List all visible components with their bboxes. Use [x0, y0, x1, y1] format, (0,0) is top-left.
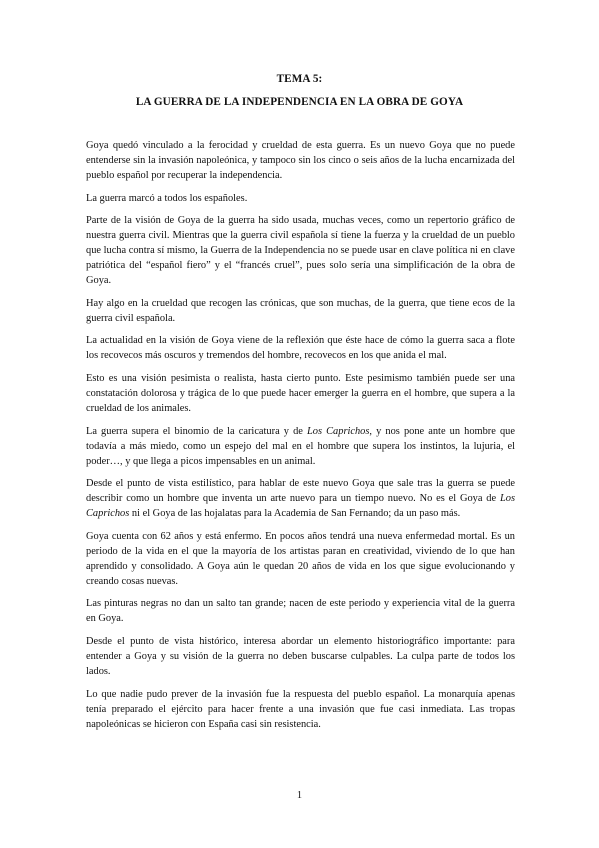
work-title: Los Caprichos — [86, 493, 515, 520]
paragraph — [86, 476, 515, 521]
paragraph-text: ni el Goya de las hojalatas para la Academia de San Fernando; da un paso más. — [129, 508, 461, 520]
paragraph: Lo que nadie pudo prever de la invasión fue la respuesta del pueblo español. La monarquía apenas tenía preparado el ejército para hacer frente a una invasión que fue casi inmediata. Las tropas napoleónicas se hicieron con España casi sin resistencia. — [86, 688, 515, 730]
paragraph: Las pinturas negras no dan un salto tan grande; nacen de este periodo y experiencia vital de la guerra en Goya. — [86, 598, 515, 625]
body-text — [86, 138, 515, 739]
paragraph: Goya cuenta con 62 años y está enfermo. En pocos años tendrá una nueva enfermedad mortal. Es un periodo de la vida en el que la mayoría de los artistas paran en creatividad, viviendo de lo que han aprendido y consolidado. A Goya aún le quedan 20 años de vida en los que sigue evolucionando y creando cosas nuevas. — [86, 530, 515, 587]
paragraph: Goya quedó vinculado a la ferocidad y crueldad de esta guerra. Es un nuevo Goya que no puede entenderse sin la invasión napoleónica, y tampoco sin los cinco o seis años de la lucha encarnizada del pueblo español por recuperar la independencia. — [86, 140, 515, 181]
paragraph-text: Desde el punto de vista estilístico, para hablar de este nuevo Goya que sale tras la guerra se puede describir como un hombre que inventa un arte nuevo para un tiempo nuevo. No es el Goya de — [86, 478, 515, 505]
paragraph-text: La guerra supera el binomio de la caricatura y de — [86, 425, 307, 437]
paragraph-text: , y nos pone ante un hombre que todavía a más miedo, como un espejo del mal en el hombre que supera los instintos, la lujuria, el poder…, y que llega a picos impensables en un animal. — [86, 425, 515, 467]
page-number: 1 — [296, 790, 303, 801]
chapter-number: TEMA 5: — [276, 73, 323, 85]
paragraph: Parte de la visión de Goya de la guerra ha sido usada, muchas veces, como un repertorio gráfico de nuestra guerra civil. Mientras que la guerra civil española sí tiene la fuerza y la crueldad de un pueblo que lucha contra sí mismo, la Guerra de la Independencia no se puede usar en clave política ni en clave patriótica del “español fiero” y el “francés cruel”, pues solo sería una simplificación de la obra de Goya. — [86, 215, 515, 287]
paragraph: La guerra marcó a todos los españoles. — [86, 192, 248, 204]
paragraph: Hay algo en la crueldad que recogen las crónicas, que son muchas, de la guerra, que tiene ecos de la guerra civil española. — [86, 297, 515, 324]
chapter-title: LA GUERRA DE LA INDEPENDENCIA EN LA OBRA DE GOYA — [135, 96, 464, 108]
paragraph: La actualidad en la visión de Goya viene de la reflexión que éste hace de cómo la guerra saca a flote los recovecos más oscuros y tremendos del hombre, recovecos en los que anida el mal. — [86, 335, 515, 362]
paragraph: Esto es una visión pesimista o realista, hasta cierto punto. Este pesimismo también puede ser una constatación dolorosa y trágica de lo que puede hacer emerger la guerra en el hombre, que supera a la crueldad de los animales. — [86, 372, 515, 414]
work-title: Los Caprichos — [307, 425, 370, 437]
paragraph: Desde el punto de vista histórico, interesa abordar un elemento historiográfico importante: para entender a Goya y su visión de la guerra no deben buscarse culpables. La culpa parte de todos los lados. — [86, 635, 515, 677]
paragraph — [86, 424, 515, 469]
